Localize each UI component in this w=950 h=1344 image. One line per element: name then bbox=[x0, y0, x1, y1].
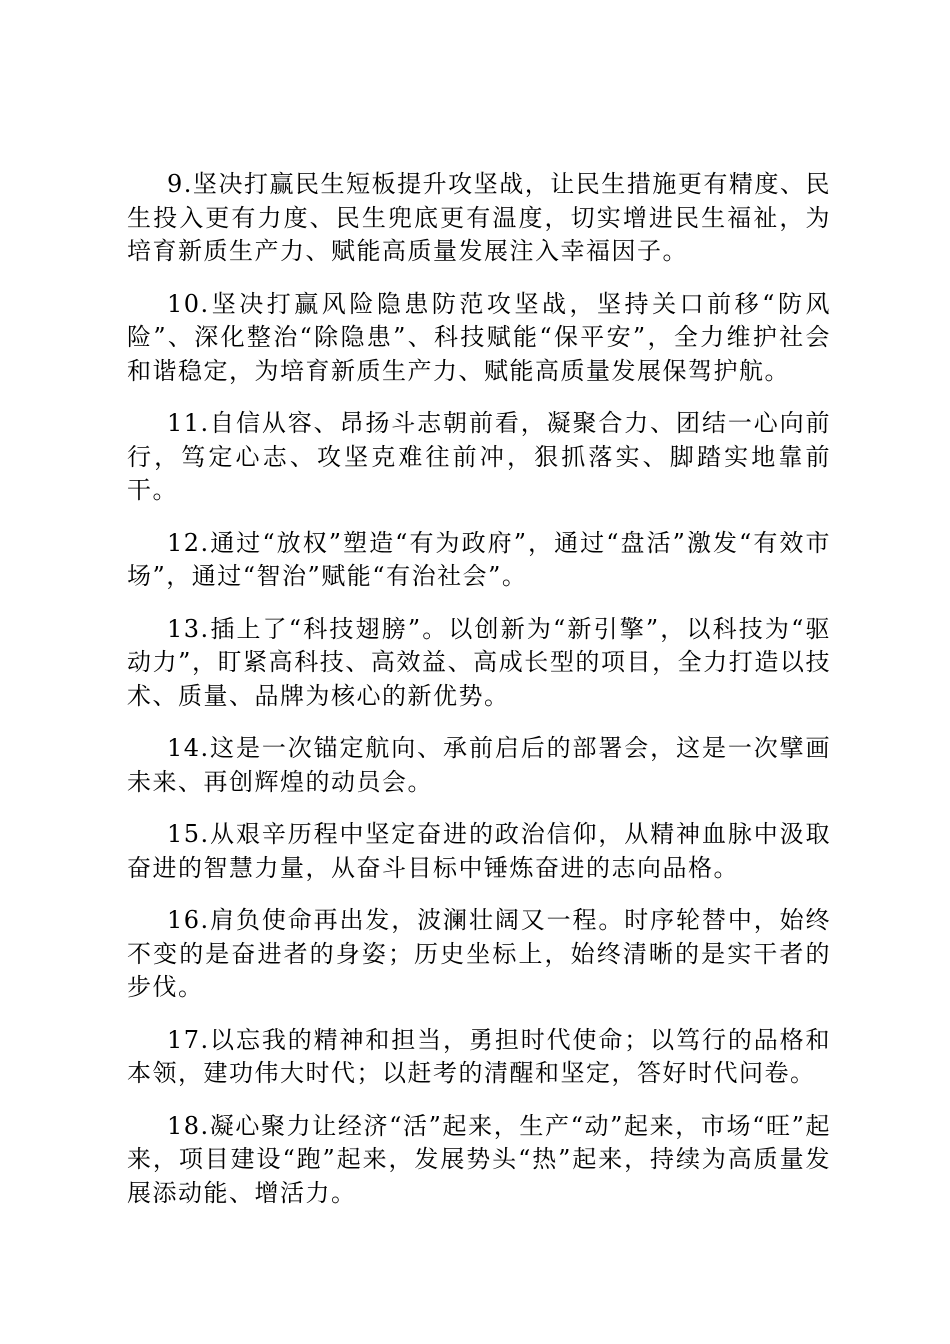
document-body bbox=[127, 168, 831, 1229]
paragraph-16: 16.肩负使命再出发，波澜壮阔又一程。时序轮替中，始终不变的是奋进者的身姿；历史坐标上，始终清晰的是实干者的步伐。 bbox=[127, 906, 831, 1001]
paragraph-9: 9.坚决打赢民生短板提升攻坚战，让民生措施更有精度、民生投入更有力度、民生兜底更有温度，切实增进民生福祉，为培育新质生产力、赋能高质量发展注入幸福因子。 bbox=[127, 170, 831, 265]
paragraph-18: 18.凝心聚力让经济“活”起来，生产“动”起来，市场“旺”起来，项目建设“跑”起来，发展势头“热”起来，持续为高质量发展添动能、增活力。 bbox=[127, 1111, 831, 1207]
paragraph-15: 15.从艰辛历程中坚定奋进的政治信仰，从精神血脉中汲取奋进的智慧力量，从奋斗目标中锤炼奋进的志向品格。 bbox=[127, 820, 831, 882]
paragraph-13: 13.插上了“科技翅膀”。以创新为“新引擎”，以科技为“驱动力”，盯紧高科技、高效益、高成长型的项目，全力打造以技术、质量、品牌为核心的新优势。 bbox=[127, 614, 831, 710]
paragraph-14: 14.这是一次锚定航向、承前启后的部署会，这是一次擘画未来、再创辉煌的动员会。 bbox=[127, 734, 831, 796]
paragraph-12: 12.通过“放权”塑造“有为政府”，通过“盘活”激发“有效市场”，通过“智治”赋能“有治社会”。 bbox=[127, 528, 831, 590]
paragraph-10: 10.坚决打赢风险隐患防范攻坚战，坚持关口前移“防风险”、深化整治“除隐患”、科技赋能“保平安”，全力维护社会和谐稳定，为培育新质生产力、赋能高质量发展保驾护航。 bbox=[127, 289, 831, 385]
paragraph-17: 17.以忘我的精神和担当，勇担时代使命；以笃行的品格和本领，建功伟大时代；以赶考的清醒和坚定，答好时代问卷。 bbox=[127, 1025, 831, 1087]
paragraph-11: 11.自信从容、昂扬斗志朝前看，凝聚合力、团结一心向前行，笃定心志、攻坚克难往前冲，狠抓落实、脚踏实地靠前干。 bbox=[127, 409, 831, 504]
